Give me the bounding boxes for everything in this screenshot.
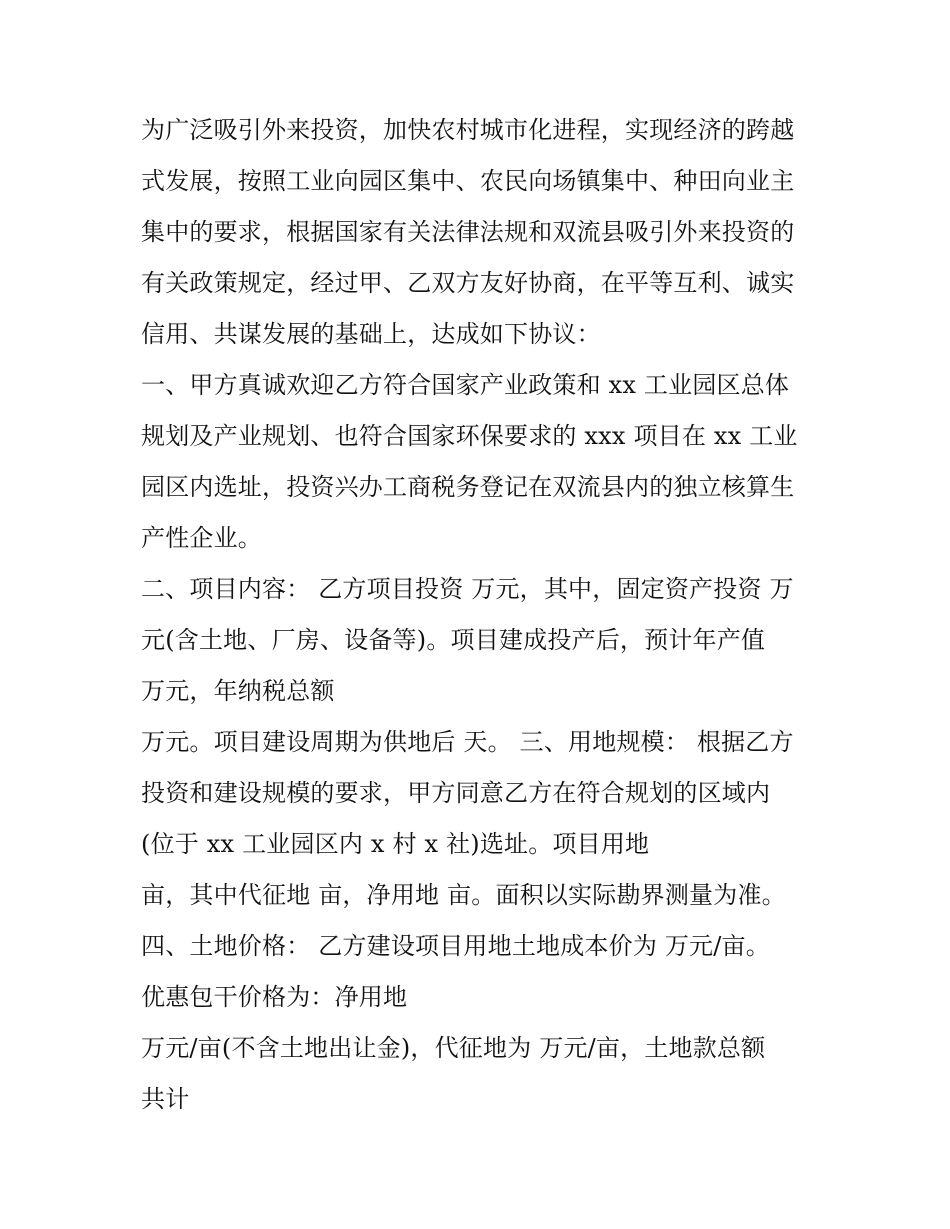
text-line: 二、项目内容： 乙方项目投资 万元，其中，固定资产投资 万	[141, 575, 794, 603]
text-line: 规划及产业规划、也符合国家环保要求的 xxx 项目在 xx 工业	[141, 422, 798, 450]
text-line: 式发展，按照工业向园区集中、农民向场镇集中、种田向业主	[141, 167, 795, 195]
text-line: 有关政策规定，经过甲、乙双方友好协商，在平等互利、诚实	[141, 269, 795, 297]
text-line: 万元。项目建设周期为供地后 天。 三、用地规模： 根据乙方	[141, 728, 794, 756]
text-line: 园区内选址，投资兴办工商税务登记在双流县内的独立核算生	[141, 473, 795, 501]
text-line: 信用、共谋发展的基础上，达成如下协议：	[141, 320, 601, 348]
document-body	[141, 105, 821, 1125]
text-line: 优惠包干价格为：净用地	[141, 983, 408, 1011]
text-line: (位于 xx 工业园区内 x 村 x 社)选址。项目用地	[141, 830, 650, 858]
text-line: 四、土地价格： 乙方建设项目用地土地成本价为 万元/亩。	[141, 932, 770, 960]
text-line: 一、甲方真诚欢迎乙方符合国家产业政策和 xx 工业园区总体	[141, 371, 790, 399]
text-line: 集中的要求，根据国家有关法律法规和双流县吸引外来投资的	[141, 218, 795, 246]
text-line: 为广泛吸引外来投资，加快农村城市化进程，实现经济的跨越	[141, 116, 795, 144]
text-line: 产性企业。	[141, 524, 262, 552]
text-line: 共计	[141, 1085, 190, 1113]
text-line: 万元，年纳税总额	[141, 677, 335, 705]
text-line: 投资和建设规模的要求，甲方同意乙方在符合规划的区域内	[141, 779, 771, 807]
text-line: 亩，其中代征地 亩，净用地 亩。面积以实际勘界测量为准。	[141, 881, 786, 909]
text-line: 元(含土地、厂房、设备等)。项目建成投产后，预计年产值	[141, 626, 766, 654]
text-line: 万元/亩(不含土地出让金)，代征地为 万元/亩，土地款总额	[141, 1034, 766, 1062]
